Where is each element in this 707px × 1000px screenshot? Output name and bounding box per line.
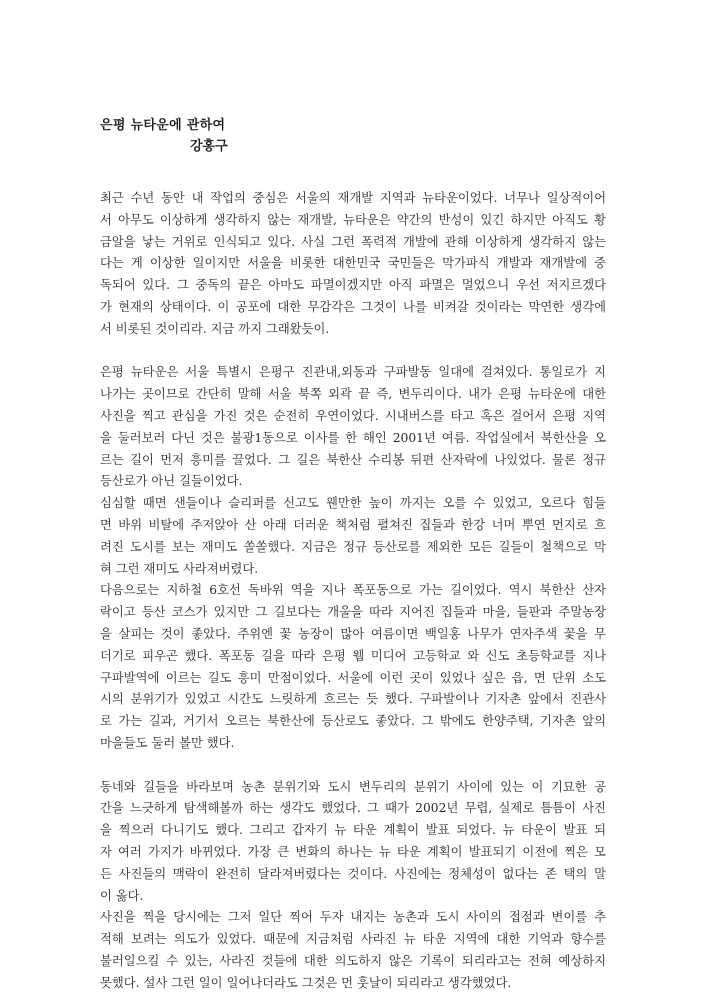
paragraph-2 [100,362,606,493]
text-line: 마을들도 둘러 볼만 했다. [100,735,235,750]
text-line: 을 살피는 것이 좋았다. 주위엔 꽃 농장이 많아 여름이면 백일홍 나무가 연자주색 꽃을 무 [100,626,606,641]
text-line: 혀 그런 재미도 사라져버렸다. [100,561,259,576]
text-line: 은평 뉴타운은 서울 특별시 은평구 진관내,외동과 구파발동 일대에 걸쳐있다. 통일로가 지 [100,365,606,380]
text-line: 락이고 등산 코스가 있지만 그 길보다는 개울을 따라 지어진 집들과 마을, 들판과 주말농장 [100,605,606,620]
paragraph-4 [100,580,606,754]
text-line: 구파발역에 이르는 길도 흥미 만점이었다. 서울에 이런 곳이 있었나 싶은 읍, 면 단위 소도 [100,670,606,685]
text-line: 다음으로는 지하철 6호선 독바위 역을 지나 폭포동으로 가는 길이었다. 역시 북한산 산자 [100,583,606,598]
paragraph-3 [100,493,606,580]
text-line: 나가는 곳이므로 간단히 말해 서울 북쪽 외곽 끝 즉, 변두리이다. 내가 은평 뉴타운에 대한 [100,387,606,402]
text-line: 서 아무도 이상하게 생각하지 않는 재개발, 뉴타운은 약간의 반성이 있긴 하지만 아직도 황 [100,212,606,227]
paragraph-5 [100,777,606,908]
text-line: 사진을 찍고 관심을 가진 것은 순전히 우연이었다. 시내버스를 타고 혹은 걸어서 은평 지역 [100,408,606,423]
text-line: 금알을 낳는 거위로 인식되고 있다. 사실 그런 폭력적 개발에 관해 이상하게 생각하지 않는 [100,234,606,249]
document-body [100,188,606,994]
text-line: 간을 느긋하게 탐색해볼까 하는 생각도 했었다. 그 때가 2002년 무렵, 실제로 틈틈이 사진 [100,801,606,816]
text-line: 사진을 찍을 당시에는 그저 일단 찍어 두자 내지는 농촌과 도시 사이의 접점과 변이를 추 [100,910,606,925]
paragraph-gap [100,755,606,777]
paragraph-6 [100,907,606,994]
text-line: 르는 길이 먼저 흥미를 끌었다. 그 길은 북한산 수리봉 뒤편 산자락에 나있었다. 물론 정규 [100,452,606,467]
paragraph-1 [100,188,606,341]
text-line: 가 현재의 상태이다. 이 공포에 대한 무감각은 그것이 나를 비켜갈 것이라는 막연한 생각에 [100,299,606,314]
text-line: 든 사진들의 맥락이 완전히 달라져버렸다는 것이다. 사진에는 정체성이 없다는 존 택의 말 [100,866,606,881]
text-line: 동네와 길들을 바라보며 농촌 분위기와 도시 변두리의 분위기 사이에 있는 이 기묘한 공 [100,779,606,794]
paragraph-gap [100,341,606,363]
text-line: 다는 게 이상한 일이지만 서울을 비롯한 대한민국 국민들은 막가파식 개발과 재개발에 중 [100,256,606,271]
text-line: 서 비롯된 것이리라. 지금 까지 그래왔듯이. [100,321,330,336]
text-line: 을 둘러보러 다닌 것은 불광1동으로 이사를 한 해인 2001년 여름. 작업실에서 북한산을 오 [100,430,606,445]
text-line: 로 가는 길과, 거기서 오르는 북한산에 등산로도 좋았다. 그 밖에도 한양주택, 기자촌 앞의 [100,714,606,729]
text-line: 을 찍으러 다니기도 했다. 그리고 갑자기 뉴 타운 계획이 발표 되었다. 뉴 타운이 발표 되 [100,823,606,838]
text-line: 심심할 때면 샌들이나 슬리퍼를 신고도 웬만한 높이 까지는 오를 수 있었고, 오르다 힘들 [100,496,606,511]
text-line: 면 바위 비탈에 주저앉아 산 아래 더러운 책처럼 펼쳐진 집들과 한강 너머 뿌연 먼지로 흐 [100,517,606,532]
text-line: 독되어 있다. 그 중독의 끝은 아마도 파멸이겠지만 아직 파멸은 멀었으니 우선 저지르겠다 [100,278,606,293]
text-line: 더기로 피우곤 했다. 폭포동 길을 따라 은평 웹 미디어 고등학교 와 신도 초등학교를 지나 [100,648,606,663]
text-line: 적해 보려는 의도가 있었다. 때문에 지금처럼 사라진 뉴 타운 지역에 대한 기억과 향수를 [100,932,606,947]
text-line: 등산로가 아닌 길들이었다. [100,474,243,489]
document-title: 은평 뉴타운에 관하여 [100,118,226,133]
document-author: 강홍구 [190,139,228,154]
text-line: 려진 도시를 보는 재미도 쏠쏠했다. 지금은 정규 등산로를 제외한 모든 길들이 철책으로 막 [100,539,606,554]
text-line: 이 옳다. [100,888,144,903]
text-line: 자 여러 가지가 바뀌었다. 가장 큰 변화의 하나는 뉴 타운 계획이 발표되기 이전에 찍은 모 [100,844,606,859]
text-line: 못했다. 설사 그런 일이 일어나더라도 그것은 먼 훗날이 되리라고 생각했었다. [100,975,512,990]
text-line: 불러일으킬 수 있는, 사라진 것들에 대한 의도하지 않은 기록이 되리라고는 전혀 예상하지 [100,953,606,968]
text-line: 시의 분위기가 있었고 시간도 느릿하게 흐르는 듯 했다. 구파발이나 기자촌 앞에서 진관사 [100,692,606,707]
text-line: 최근 수년 동안 내 작업의 중심은 서울의 재개발 지역과 뉴타운이었다. 너무나 일상적이어 [100,191,606,205]
